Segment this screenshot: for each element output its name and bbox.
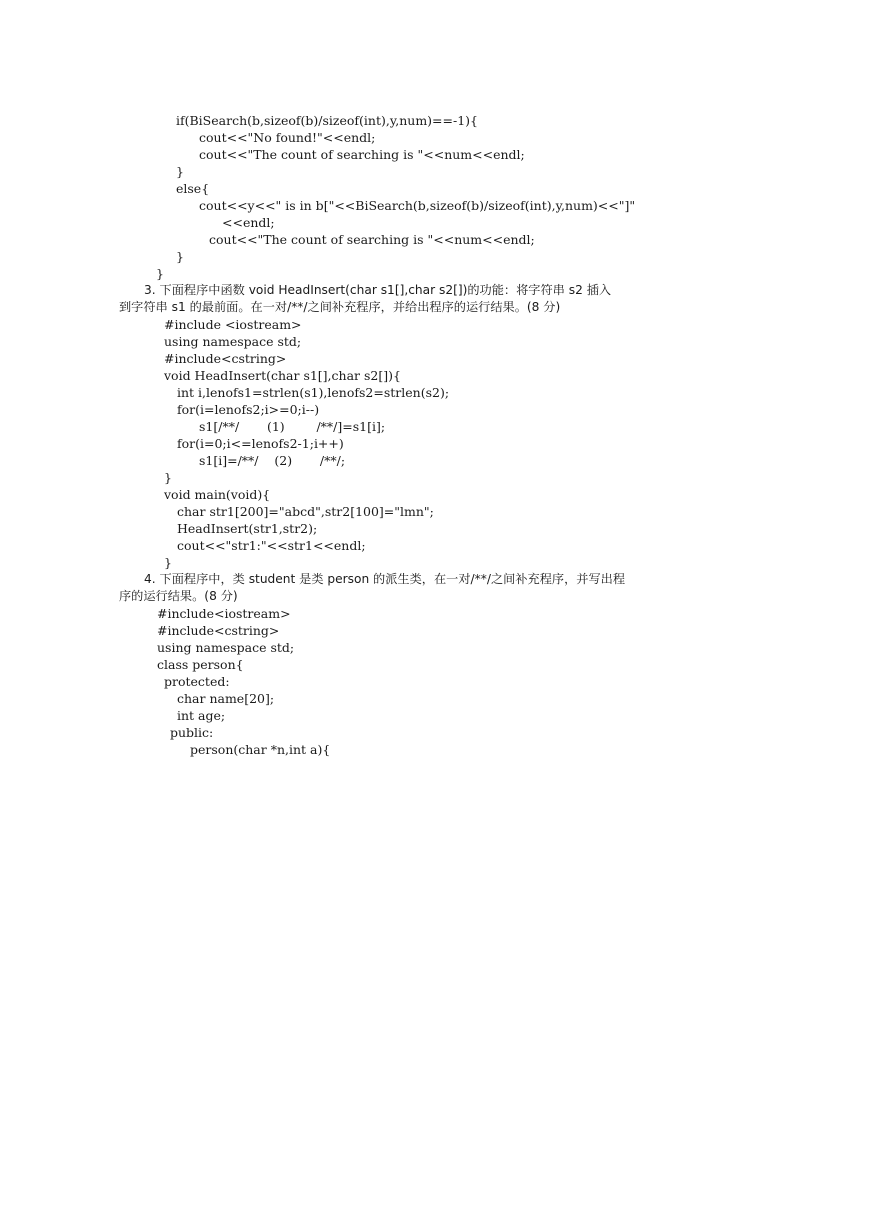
code-line: person(char *n,int a){	[190, 742, 331, 757]
code-line: int age;	[177, 708, 226, 723]
code-line: }	[156, 266, 164, 281]
code-line: HeadInsert(str1,str2);	[177, 521, 318, 536]
code-line: char str1[200]="abcd",str2[100]="lmn";	[177, 504, 434, 519]
code-line: cout<<"The count of searching is "<<num<<endl;	[199, 147, 525, 162]
question-4-text: 序的运行结果。(8 分)	[119, 589, 238, 603]
code-line: }	[164, 470, 172, 485]
code-line: cout<<y<<" is in b["<<BiSearch(b,sizeof(b)/sizeof(int),y,num)<<"]"	[199, 198, 636, 213]
code-line: public:	[170, 725, 214, 740]
code-line: char name[20];	[177, 691, 275, 706]
code-line: void main(void){	[164, 487, 271, 502]
code-line: cout<<"The count of searching is "<<num<<endl;	[209, 232, 535, 247]
code-line: }	[164, 555, 172, 570]
code-line: <<endl;	[222, 215, 275, 230]
code-line: for(i=lenofs2;i>=0;i--)	[177, 402, 320, 417]
code-line: cout<<"No found!"<<endl;	[199, 130, 376, 145]
code-line: for(i=0;i<=lenofs2-1;i++)	[177, 436, 344, 451]
code-line: protected:	[164, 674, 230, 689]
question-4-text: 4. 下面程序中，类 student 是类 person 的派生类，在一对/**/之间补充程序，并写出程	[144, 572, 626, 586]
code-line: else{	[176, 181, 210, 196]
question-3-text: 3. 下面程序中函数 void HeadInsert(char s1[],char s2[])的功能：将字符串 s2 插入	[144, 283, 612, 297]
code-line: using namespace std;	[157, 640, 295, 655]
code-line: }	[176, 164, 184, 179]
code-line: #include<cstring>	[157, 623, 280, 638]
code-line: if(BiSearch(b,sizeof(b)/sizeof(int),y,num)==-1){	[176, 113, 478, 128]
code-line: class person{	[157, 657, 244, 672]
code-line: #include<iostream>	[157, 606, 291, 621]
code-line: int i,lenofs1=strlen(s1),lenofs2=strlen(s2);	[177, 385, 450, 400]
code-line: s1[/**/ (1) /**/]=s1[i];	[199, 419, 386, 434]
question-3-text: 到字符串 s1 的最前面。在一对/**/之间补充程序，并给出程序的运行结果。(8 分)	[119, 300, 561, 314]
code-line: cout<<"str1:"<<str1<<endl;	[177, 538, 366, 553]
code-line: void HeadInsert(char s1[],char s2[]){	[164, 368, 401, 383]
code-line: }	[176, 249, 184, 264]
code-line: #include<cstring>	[164, 351, 287, 366]
code-line: using namespace std;	[164, 334, 302, 349]
code-line: #include <iostream>	[164, 317, 302, 332]
code-line: s1[i]=/**/ (2) /**/;	[199, 453, 346, 468]
